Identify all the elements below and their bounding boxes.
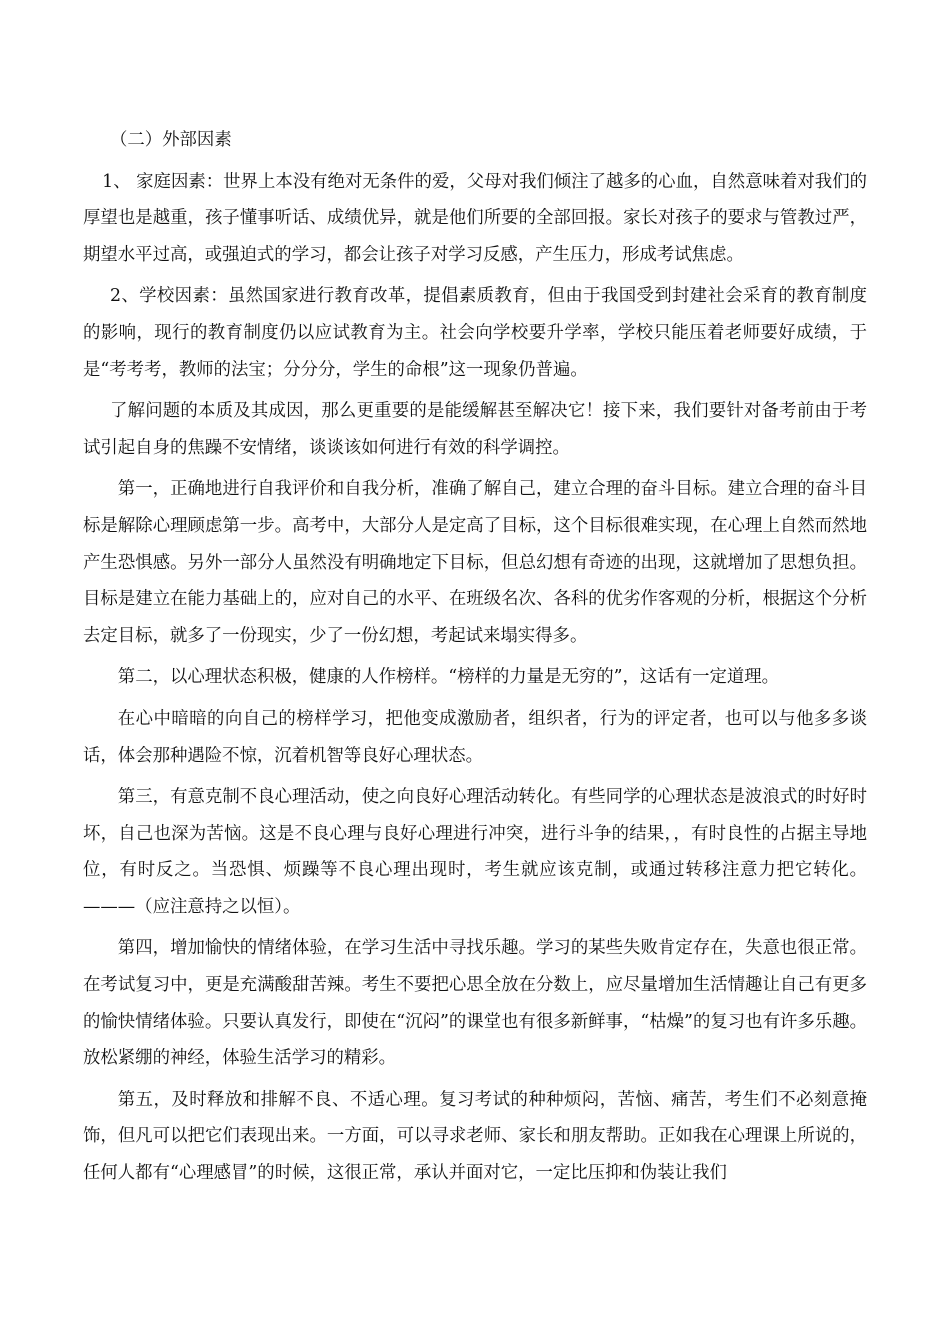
document-body: [83, 122, 867, 1192]
paragraph-point-3: 第三，有意克制不良心理活动，使之向良好心理活动转化。有些同学的心理状态是波浪式的时好时坏，自己也深为苦恼。这是不良心理与良好心理进行冲突，进行斗争的结果，，有时良性的占据主导地位，有时反之。当恐惧、烦躁等不良心理出现时，考生就应该克制，或通过转移注意力把它转化。———（应注意持之以恒）。: [83, 787, 867, 917]
section-heading: （二）外部因素: [109, 130, 232, 150]
paragraph-transition: 了解问题的本质及其成因，那么更重要的是能缓解甚至解决它！接下来，我们要针对备考前由于考试引起自身的焦躁不安情绪，谈谈该如何进行有效的科学调控。: [83, 401, 867, 458]
paragraph-point-4: 第四，增加愉快的情绪体验，在学习生活中寻找乐趣。学习的某些失败肯定存在，失意也很正常。在考试复习中，更是充满酸甜苦辣。考生不要把心思全放在分数上，应尽量增加生活情趣让自己有更多的愉快情绪体验。只要认真发行，即使在“沉闷”的课堂也有很多新鲜事，“枯燥”的复习也有许多乐趣。放松紧绷的神经，体验生活学习的精彩。: [83, 938, 867, 1069]
paragraph-school-factors: 2、学校因素：虽然国家进行教育改革，提倡素质教育，但由于我国受到封建社会采育的教育制度的影响，现行的教育制度仍以应试教育为主。社会向学校要升学率，学校只能压着老师要好成绩，于是“考考考，教师的法宝；分分分，学生的命根”这一现象仍普遍。: [83, 286, 867, 380]
paragraph-point-2: 第二，以心理状态积极，健康的人作榜样。“榜样的力量是无穷的”，这话有一定道理。: [117, 667, 780, 688]
paragraph-point-1: 第一，正确地进行自我评价和自我分析，准确了解自己，建立合理的奋斗目标。建立合理的奋斗目标是解除心理顾虑第一步。高考中，大部分人是定高了目标，这个目标很难实现，在心理上自然而然地产生恐惧感。另外一部分人虽然没有明确地定下目标，但总幻想有奇迹的出现，这就增加了思想负担。目标是建立在能力基础上的，应对自己的水平、在班级名次、各科的优劣作客观的分析，根据这个分析去定目标，就多了一份现实，少了一份幻想，考起试来塌实得多。: [83, 479, 867, 646]
paragraph-point-5: 第五，及时释放和排解不良、不适心理。复习考试的种种烦闷，苦恼、痛苦，考生们不必刻意掩饰，但凡可以把它们表现出来。一方面，可以寻求老师、家长和朋友帮助。正如我在心理课上所说的，任何人都有“心理感冒”的时候，这很正常，承认并面对它，一定比压抑和伪装让我们: [83, 1089, 867, 1184]
paragraph-family-factors: 1、 家庭因素：世界上本没有绝对无条件的爱，父母对我们倾注了越多的心血，自然意味着对我们的厚望也是越重，孩子懂事听话、成绩优异，就是他们所要的全部回报。家长对孩子的要求与管教过严，期望水平过高，或强迫式的学习，都会让孩子对学习反感，产生压力，形成考试焦虑。: [83, 171, 867, 265]
paragraph-point-2-continued: 在心中暗暗的向自己的榜样学习，把他变成激励者，组织者，行为的评定者，也可以与他多多谈话，体会那种遇险不惊，沉着机智等良好心理状态。: [83, 708, 867, 766]
